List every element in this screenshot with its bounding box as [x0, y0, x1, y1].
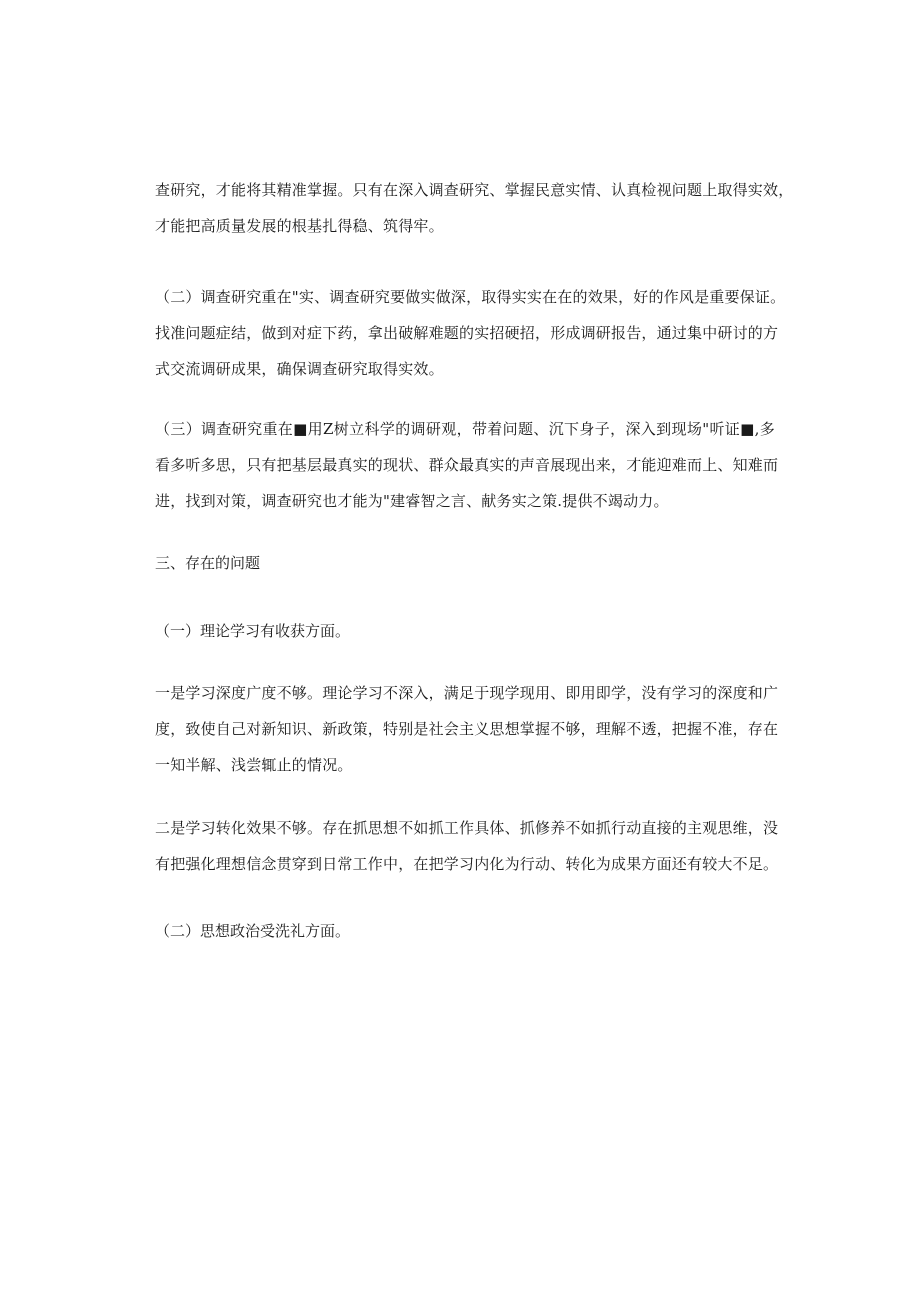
text-line: 二是学习转化效果不够。存在抓思想不如抓工作具体、抓修养不如抓行动直接的主观思维，没	[155, 819, 779, 837]
subheading-ideology: （二）思想政治受洗礼方面。	[155, 922, 351, 940]
paragraph-section-two	[155, 279, 786, 387]
paragraph-problem-two	[155, 810, 779, 882]
section-heading: 三、存在的问题	[155, 554, 261, 572]
text-line: 一是学习深度广度不够。理论学习不深入，满足于现学现用、即用即学，没有学习的深度和广	[155, 684, 779, 702]
text-line: 查研究，才能将其精准掌握。只有在深入调查研究、掌握民意实情、认真检视问题上取得实效，	[155, 181, 794, 199]
text-line: 进，找到对策，调查研究也才能为"建睿智之言、献务实之策.提供不竭动力。	[155, 492, 669, 510]
text-line: 看多听多思，只有把基层最真实的现状、群众最真实的声音展现出来，才能迎难而上、知难而	[155, 456, 779, 474]
subheading-theory-study: （一）理论学习有收获方面。	[155, 622, 351, 640]
paragraph-section-three	[155, 411, 779, 519]
text-line: 式交流调研成果，确保调查研究取得实效。	[155, 360, 444, 378]
text-line: （二）调查研究重在"实、调查研究要做实做深，取得实实在在的效果，好的作风是重要保证。	[155, 288, 786, 306]
text-line: （三）调查研究重在■用Z树立科学的调研观，带着问题、沉下身子，深入到现场"听证■,多	[155, 420, 775, 438]
paragraph-intro	[155, 172, 794, 244]
text-line: 度，致使自己对新知识、新政策，特别是社会主义思想掌握不够，理解不透，把握不准，存在	[155, 720, 779, 738]
text-line: 一知半解、浅尝辄止的情况。	[155, 756, 353, 774]
text-line: 找准问题症结，做到对症下药，拿出破解难题的实招硬招，形成调研报告，通过集中研讨的方	[155, 324, 779, 342]
text-line: 才能把高质量发展的根基扎得稳、筑得牢。	[155, 217, 444, 235]
paragraph-problem-one	[155, 675, 779, 783]
text-line: 有把强化理想信念贯穿到日常工作中，在把学习内化为行动、转化为成果方面还有较大不足。	[155, 855, 779, 873]
